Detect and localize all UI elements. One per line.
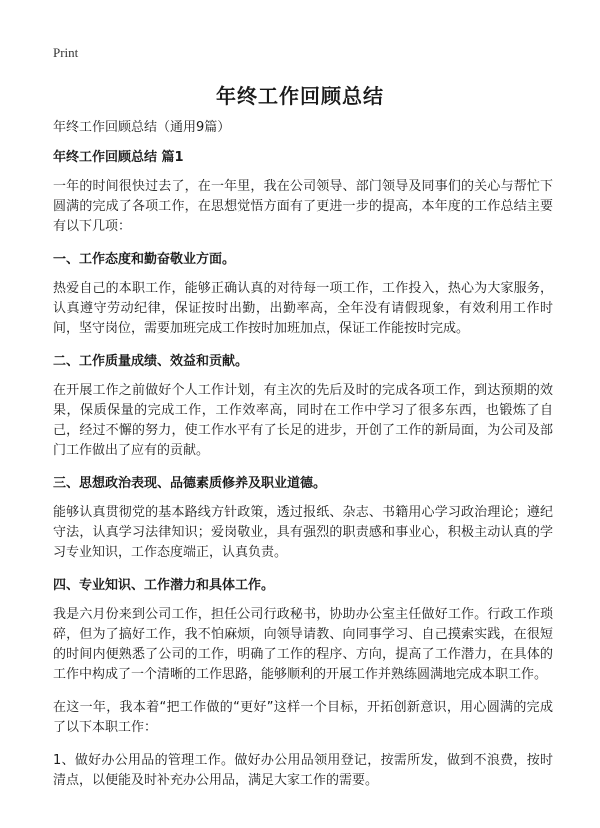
list-item-1: 1、做好办公用品的管理工作。做好办公用品领用登记，按需所发，做到不浪费，按时清点，以便能及时补充办公用品，满足大家工作的需要。 bbox=[53, 753, 553, 788]
section-body-4: 我是六月份来到公司工作，担任公司行政秘书，协助办公室主任做好工作。行政工作琐碎，但为了搞好工作，我不怕麻烦，向领导请教、向同事学习、自己摸索实践，在很短的时间内便熟悉了公司的工作，明确了工作的程序、方向，提高了工作潜力，在具体的工作中构成了一个清晰的工作思路，能够顺利的开展工作并熟练圆满地完成本职工作。 bbox=[53, 607, 553, 682]
section-body-3: 能够认真贯彻党的基本路线方针政策，透过报纸、杂志、书籍用心学习政治理论；遵纪守法，认真学习法律知识；爱岗敬业，具有强烈的职责感和事业心，积极主动认真的学习专业知识，工作态度端正，认真负责。 bbox=[53, 505, 553, 560]
page-title: 年终工作回顾总结 bbox=[216, 84, 384, 108]
article-heading: 年终工作回顾总结 篇1 bbox=[53, 150, 184, 165]
closing-intro-paragraph: 在这一年，我本着“把工作做的“更好”这样一个目标，开拓创新意识，用心圆满的完成了以下本职工作： bbox=[53, 700, 553, 735]
print-link[interactable]: Print bbox=[53, 45, 79, 60]
section-body-2: 在开展工作之前做好个人工作计划，有主次的先后及时的完成各项工作，到达预期的效果，保质保量的完成工作，工作效率高，同时在工作中学习了很多东西，也锻炼了自己，经过不懈的努力，使工作水平有了长足的进步，开创了工作的新局面，为公司及部门工作做出了应有的贡献。 bbox=[53, 383, 553, 458]
document-subtitle: 年终工作回顾总结（通用9篇） bbox=[53, 120, 231, 135]
section-heading-2: 二、工作质量成绩、效益和贡献。 bbox=[53, 354, 249, 369]
section-heading-4: 四、专业知识、工作潜力和具体工作。 bbox=[53, 578, 275, 593]
section-body-1: 热爱自己的本职工作，能够正确认真的对待每一项工作，工作投入，热心为大家服务，认真遵守劳动纪律，保证按时出勤，出勤率高，全年没有请假现象，有效利用工作时间，坚守岗位，需要加班完成工作按时加班加点，保证工作能按时完成。 bbox=[53, 281, 553, 336]
section-heading-3: 三、思想政治表现、品德素质修养及职业道德。 bbox=[53, 476, 327, 491]
document-body bbox=[53, 118, 553, 799]
section-heading-1: 一、工作态度和勤奋敬业方面。 bbox=[53, 252, 236, 267]
intro-paragraph: 一年的时间很快过去了，在一年里，我在公司领导、部门领导及同事们的关心与帮忙下圆满的完成了各项工作，在思想觉悟方面有了更进一步的提高，本年度的工作总结主要有以下几项： bbox=[53, 179, 553, 234]
